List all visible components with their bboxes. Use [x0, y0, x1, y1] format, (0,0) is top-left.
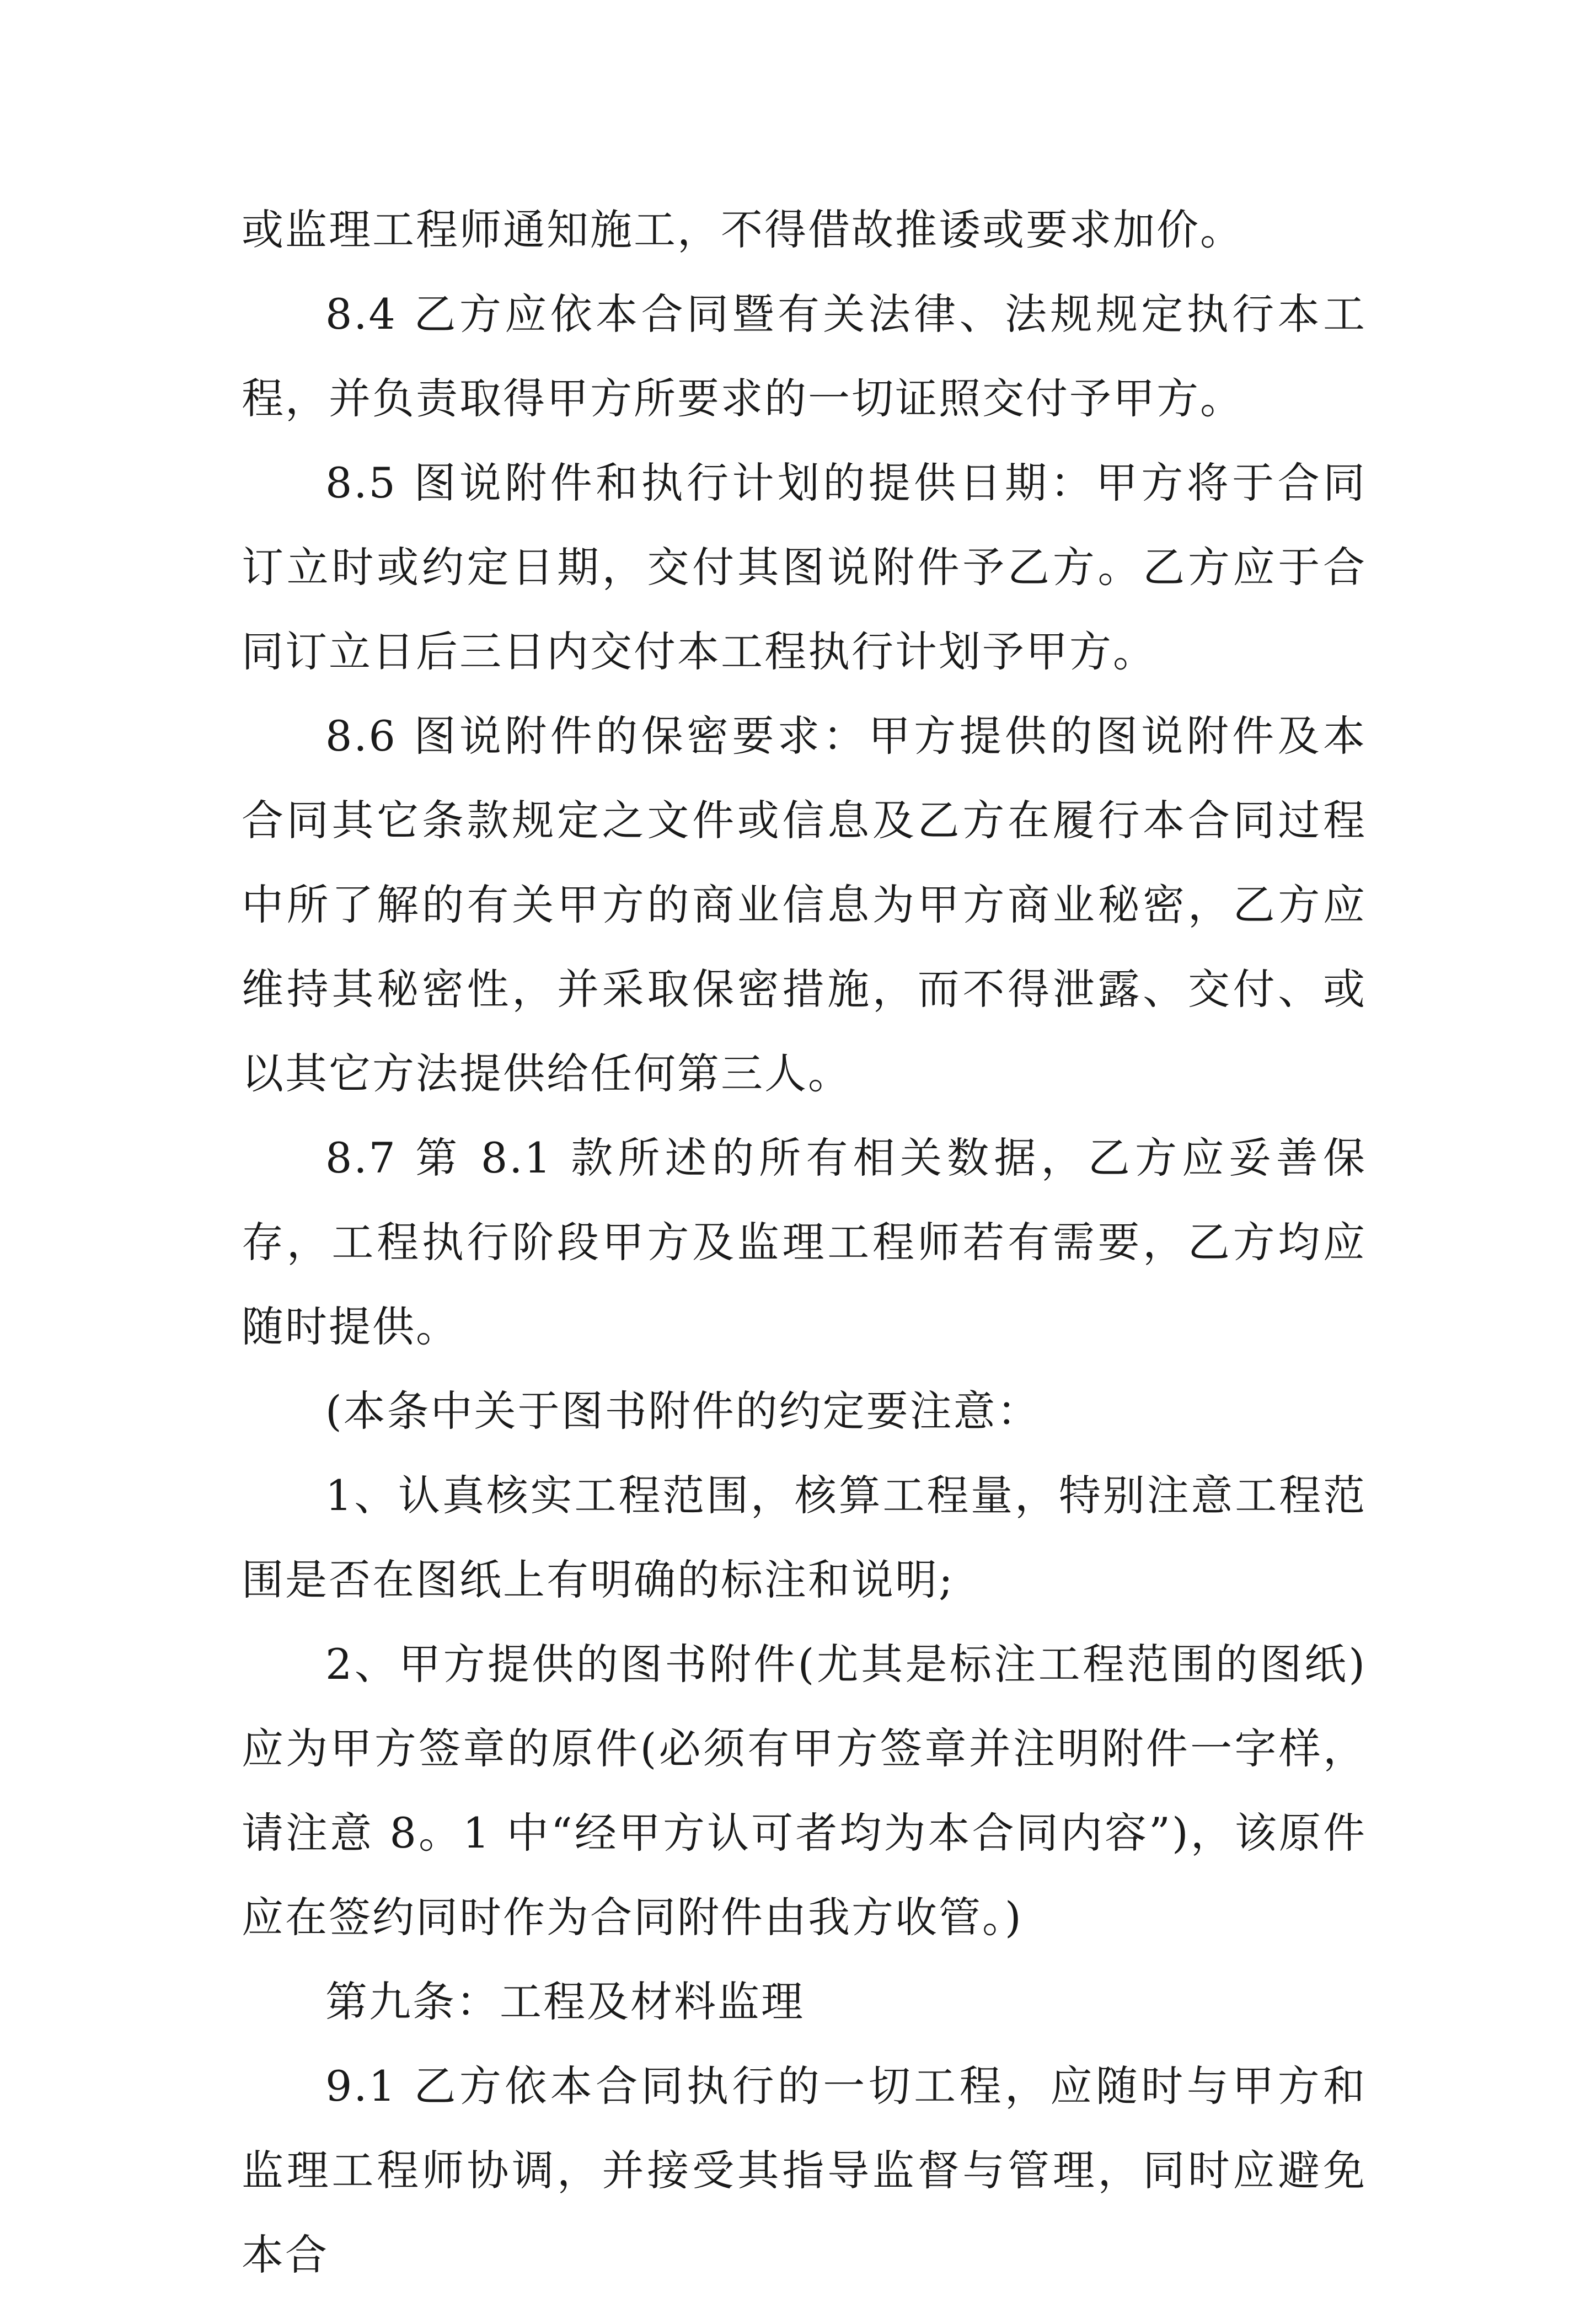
note-item-2: 2、甲方提供的图书附件(尤其是标注工程范围的图纸)应为甲方签章的原件(必须有甲方签章并注明附件一字样，请注意 8。1 中“经甲方认可者均为本合同内容”)，该原件应在签约同时作为合同附件由我方收管。)	[242, 1640, 1367, 1942]
paragraph-8-5: 8.5 图说附件和执行计划的提供日期：甲方将于合同订立时或约定日期，交付其图说附件予乙方。乙方应于合同订立日后三日内交付本工程执行计划予甲方。	[242, 458, 1367, 676]
paragraph-8-4: 8.4 乙方应依本合同暨有关法律、法规规定执行本工程，并负责取得甲方所要求的一切证照交付予甲方。	[242, 290, 1367, 423]
paragraph-9-1: 9.1 乙方依本合同执行的一切工程，应随时与甲方和监理工程师协调，并接受其指导监督与管理，同时应避免本合	[242, 2062, 1367, 2279]
note-item-1: 1、认真核实工程范围，核算工程量，特别注意工程范围是否在图纸上有明确的标注和说明;	[242, 1471, 1367, 1604]
document-body	[242, 188, 1367, 2297]
note-intro: (本条中关于图书附件的约定要注意：	[325, 1386, 1041, 1436]
paragraph-continuation: 或监理工程师通知施工，不得借故推诿或要求加价。	[242, 205, 1244, 254]
paragraph-8-7: 8.7 第 8.1 款所述的所有相关数据，乙方应妥善保存，工程执行阶段甲方及监理工程师若有需要，乙方均应随时提供。	[242, 1133, 1367, 1351]
paragraph-8-6: 8.6 图说附件的保密要求：甲方提供的图说附件及本合同其它条款规定之文件或信息及乙方在履行本合同过程中所了解的有关甲方的商业信息为甲方商业秘密，乙方应维持其秘密性，并采取保密措施，而不得泄露、交付、或以其它方法提供给任何第三人。	[242, 711, 1367, 1098]
article-9-heading: 第九条：工程及材料监理	[325, 1977, 805, 2026]
